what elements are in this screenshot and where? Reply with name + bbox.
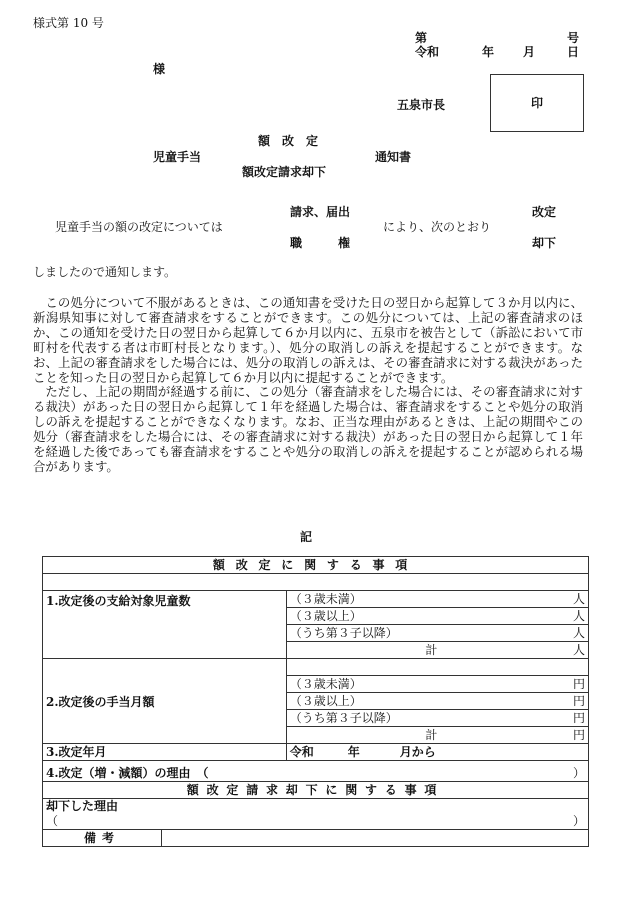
- children-over-3: （３歳以上） 人: [286, 608, 588, 625]
- revision-date-label: 3.改定年月: [43, 744, 287, 761]
- ki-heading: 記: [300, 530, 313, 544]
- notice-paragraph-2: ただし、上記の期間が経過する前に、この処分（審査請求をした場合には、その審査請求に対する裁決）があった日の翌日から起算して１年を経過した場合は、審査請求をすることや処分の取消しの訴えを提起することができなくなります。なお、正当な理由があるときは、上記の期間やこの処分（審査請求をした場合には、その審査請求に対する裁決）があった日の翌日から起算して１年を経過した後であっても審査請求をすることや処分の取消しの訴えを提起することが認められる場合があります。: [33, 384, 583, 474]
- spacer-row: [43, 574, 589, 591]
- remarks-label: 備考: [43, 830, 162, 846]
- amount-third-plus: （うち第３子以降） 円: [286, 710, 588, 727]
- monthly-amount-label: 2.改定後の手当月額: [43, 659, 287, 744]
- remarks-value: [162, 830, 588, 846]
- amount-total: 計 円: [286, 727, 588, 744]
- appeal-notice: [33, 296, 583, 475]
- children-total: 計 人: [286, 642, 588, 659]
- children-under-3: （３歳未満） 人: [286, 591, 588, 608]
- title-option-revision: 額 改 定: [258, 134, 319, 148]
- date-month-label: 月: [523, 45, 536, 59]
- date-year-label: 年: [482, 45, 495, 59]
- intro-middle: により、次のとおり: [383, 220, 492, 234]
- result-rejection: 却下: [532, 236, 557, 250]
- result-revision: 改定: [532, 205, 557, 219]
- notice-paragraph-1: この処分について不服があるときは、この通知書を受けた日の翌日から起算して３か月以内に、新潟県知事に対して審査請求をすることができます。この処分については、上記の審査請求のほか、この通知を受けた日の翌日から起算して６か月以内に、五泉市を被告として（訴訟において市町村を代表する者は市町村長となります。）、処分の取消しの訴えを提起することができます。なお、上記の審査請求をした場合には、処分の取消しの訴えは、その審査請求に対する裁決があったことを知った日の翌日から起算して６か月以内に提起することができます。: [33, 295, 583, 385]
- section-revision-header: 額改定に関する事項: [43, 557, 589, 574]
- title-option-rejection: 額改定請求却下: [242, 165, 327, 179]
- revision-date-value: 令和 年 月から: [286, 744, 588, 761]
- children-third-plus: （うち第３子以降） 人: [286, 625, 588, 642]
- date-day-label: 日: [567, 45, 580, 59]
- title-suffix: 通知書: [375, 150, 412, 164]
- children-count-label: 1.改定後の支給対象児童数: [43, 591, 287, 659]
- amount-under-3: （３歳未満） 円: [286, 676, 588, 693]
- date-era: 令和: [415, 45, 440, 59]
- rejection-reason: 却下した理由 （ ）: [43, 799, 589, 830]
- title-prefix: 児童手当: [153, 150, 202, 164]
- revision-reason: 4.改定（増・減額）の理由 （ ）: [43, 761, 589, 782]
- addressee-suffix: 様: [153, 62, 166, 76]
- basis-ex-officio: 職 権: [290, 236, 351, 250]
- intro-closing: しましたので通知します。: [33, 265, 177, 279]
- doc-number-prefix: 第: [415, 31, 428, 45]
- amount-over-3: （３歳以上） 円: [286, 693, 588, 710]
- amount-spacer: [286, 659, 588, 676]
- seal-box: 印: [490, 74, 584, 132]
- sender-name: 五泉市長: [397, 98, 446, 112]
- revision-details-table: [42, 556, 589, 847]
- section-rejection-header: 額改定請求却下に関する事項: [43, 782, 589, 799]
- intro-lead: 児童手当の額の改定については: [55, 220, 223, 234]
- basis-request: 請求、届出: [290, 205, 351, 219]
- doc-number-suffix: 号: [567, 31, 580, 45]
- form-number: 様式第 10 号: [33, 16, 104, 30]
- remarks-row: [43, 830, 589, 847]
